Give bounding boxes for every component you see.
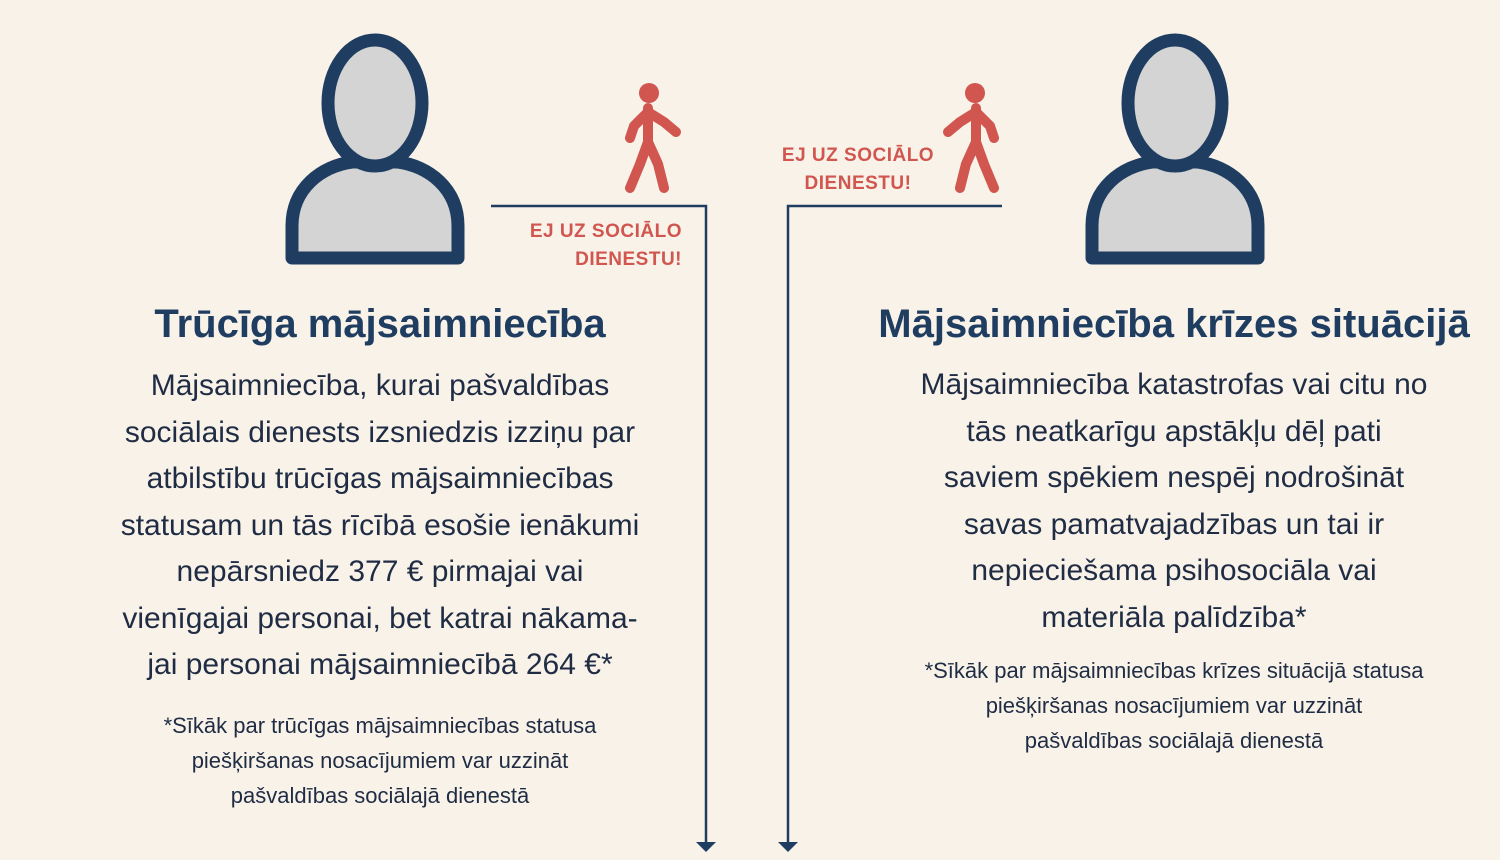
arrow-down-icon <box>778 842 798 852</box>
description-line: vienīgajai personai, bet katrai nākama- <box>122 601 638 635</box>
left-cta-label <box>530 218 682 274</box>
description-line: materiāla palīdzība* <box>1041 600 1307 634</box>
cta-line: DIENESTU! <box>804 173 912 194</box>
person-silhouette-icon <box>1080 30 1270 270</box>
walking-person-icon <box>940 82 1006 194</box>
description-line: nepārsniedz 377 € pirmajai vai <box>176 555 584 588</box>
cta-line: DIENESTU! <box>575 249 682 270</box>
left-panel-title: Trūcīga mājsaimniecība <box>154 302 606 346</box>
right-panel-title: Mājsaimniecība krīzes situācijā <box>878 302 1470 346</box>
description-line: atbilstību trūcīgas mājsaimniecības <box>146 462 614 495</box>
person-silhouette-icon <box>280 30 470 270</box>
description-line: tās neatkarīgu apstākļu dēļ pati <box>966 414 1382 448</box>
description-line: sociālais dienests izsniedzis izziņu par <box>124 415 636 449</box>
right-panel-description <box>874 362 1474 641</box>
description-line: savas pamatvajadzības un tai ir <box>963 507 1385 541</box>
footnote-line: *Sīkāk par trūcīgas mājsaimniecības statusa <box>163 713 597 738</box>
footnote-line: pašvaldības sociālajā dienestā <box>230 783 530 808</box>
right-cta-label <box>772 142 944 198</box>
description-line: jai personai mājsaimniecībā 264 €* <box>147 648 613 681</box>
footnote-line: piešķiršanas nosacījumiem var uzzināt <box>985 693 1363 718</box>
description-line: saviem spēkiem nespēj nodrošināt <box>943 461 1405 494</box>
footnote-line: pašvaldības sociālajā dienestā <box>1024 728 1324 753</box>
footnote-line: piešķiršanas nosacījumiem var uzzināt <box>191 748 569 773</box>
cta-line: EJ UZ SOCIĀLO <box>781 145 935 166</box>
description-line: nepieciešama psihosociāla vai <box>971 554 1377 587</box>
arrow-down-icon <box>696 842 716 852</box>
description-line: Mājsaimniecība katastrofas vai citu no <box>920 368 1428 401</box>
left-panel-footnote <box>80 708 680 813</box>
description-line: Mājsaimniecība, kurai pašvaldības <box>150 369 610 402</box>
left-panel-description <box>80 363 680 689</box>
cta-line: EJ UZ SOCIĀLO <box>529 221 682 242</box>
right-panel-footnote <box>874 653 1474 758</box>
description-line: statusam un tās rīcībā esošie ienākumi <box>120 508 640 542</box>
walking-person-icon <box>618 82 684 194</box>
footnote-line: *Sīkāk par mājsaimniecības krīzes situācijā statusa <box>924 658 1424 683</box>
